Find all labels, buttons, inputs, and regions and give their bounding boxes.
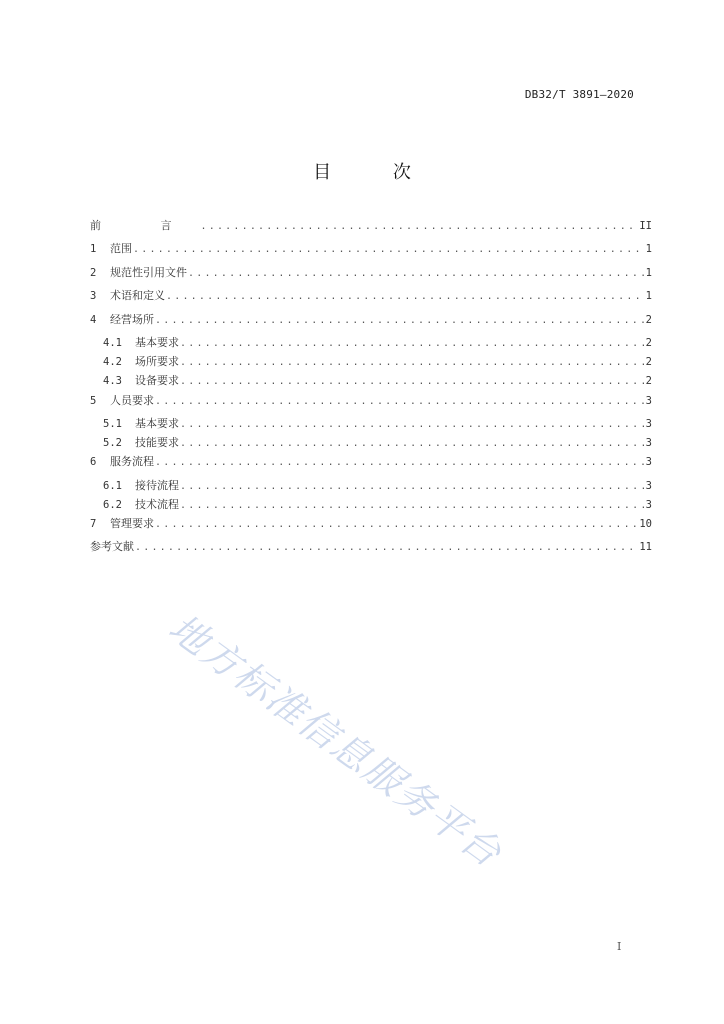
- toc-entry-number: 3: [90, 290, 97, 303]
- toc-entry-page: 3: [645, 437, 652, 450]
- toc-entry-label: 技术流程: [135, 497, 179, 511]
- toc-entry-number: 6.1: [103, 479, 122, 492]
- toc-entry-number: 5.2: [103, 437, 122, 450]
- toc-entry-number: 2: [90, 266, 97, 279]
- table-of-contents: [90, 218, 652, 563]
- toc-leader-dots: [133, 242, 645, 258]
- toc-entry-page: 2: [645, 313, 652, 326]
- toc-entry-number: 6: [90, 456, 97, 469]
- toc-leader-dots: [155, 394, 645, 410]
- watermark-text: 地方标准信息服务平台: [160, 605, 511, 877]
- toc-leader-dots: [180, 374, 645, 390]
- toc-entry-number: 1: [90, 243, 97, 256]
- toc-entry-page: 11: [639, 541, 652, 554]
- toc-entry-page: 1: [645, 243, 652, 256]
- toc-entry-page: 3: [645, 456, 652, 469]
- toc-leader-dots: [201, 219, 639, 235]
- toc-leader-dots: [166, 289, 645, 305]
- toc-entry-5[interactable]: [90, 393, 652, 416]
- toc-leader-dots: [180, 498, 645, 514]
- toc-entry-3[interactable]: [90, 288, 652, 311]
- toc-entry-label: 设备要求: [135, 374, 179, 388]
- toc-entry-1[interactable]: [90, 241, 652, 264]
- toc-entry-4-1[interactable]: [90, 335, 652, 354]
- toc-leader-dots: [135, 540, 638, 556]
- toc-entry-label: 前 言: [90, 219, 200, 232]
- toc-entry-label: 规范性引用文件: [110, 265, 187, 279]
- toc-entry-label: 接待流程: [135, 478, 179, 492]
- toc-entry-6-1[interactable]: [90, 478, 652, 497]
- toc-title: 目 次: [313, 162, 439, 183]
- toc-entry-label: 人员要求: [110, 393, 154, 407]
- toc-entry-7[interactable]: [90, 516, 652, 539]
- toc-entry-number: 4.1: [103, 336, 122, 349]
- toc-entry-references[interactable]: [90, 539, 652, 562]
- toc-entry-page: 3: [645, 479, 652, 492]
- toc-entry-page: 3: [645, 498, 652, 511]
- toc-entry-label: 技能要求: [135, 436, 179, 450]
- toc-entry-4-2[interactable]: [90, 354, 652, 373]
- toc-entry-6-2[interactable]: [90, 497, 652, 516]
- toc-entry-4-3[interactable]: [90, 373, 652, 392]
- toc-entry-page: II: [639, 220, 652, 232]
- toc-entry-number: 5.1: [103, 417, 122, 430]
- toc-entry-label: 基本要求: [135, 335, 179, 349]
- toc-entry-label: 场所要求: [135, 355, 179, 369]
- toc-entry-label: 管理要求: [110, 517, 154, 531]
- toc-entry-label: 术语和定义: [110, 289, 165, 303]
- toc-leader-dots: [180, 479, 645, 495]
- toc-entry-page: 10: [639, 518, 652, 531]
- toc-entry-page: 2: [645, 356, 652, 369]
- toc-entry-label: 经营场所: [110, 312, 154, 326]
- toc-entry-number: 4.3: [103, 375, 122, 388]
- toc-leader-dots: [180, 355, 645, 371]
- toc-entry-number: 4.2: [103, 356, 122, 369]
- toc-entry-5-1[interactable]: [90, 416, 652, 435]
- toc-leader-dots: [180, 336, 645, 352]
- toc-entry-number: 4: [90, 313, 97, 326]
- toc-entry-page: 2: [645, 375, 652, 388]
- toc-entry-page: 1: [645, 290, 652, 303]
- toc-entry-preface[interactable]: [90, 218, 652, 241]
- toc-entry-page: 1: [645, 266, 652, 279]
- toc-entry-number: 6.2: [103, 498, 122, 511]
- toc-entry-number: 7: [90, 518, 97, 531]
- toc-entry-5-2[interactable]: [90, 435, 652, 454]
- toc-entry-4[interactable]: [90, 312, 652, 335]
- toc-leader-dots: [180, 417, 645, 433]
- toc-leader-dots: [155, 517, 638, 533]
- toc-entry-page: 2: [645, 336, 652, 349]
- toc-entry-2[interactable]: [90, 265, 652, 288]
- document-code: DB32/T 3891—2020: [524, 88, 634, 101]
- toc-entry-label: 服务流程: [110, 455, 154, 469]
- toc-entry-6[interactable]: [90, 454, 652, 477]
- toc-entry-page: 3: [645, 394, 652, 407]
- toc-leader-dots: [188, 266, 645, 282]
- toc-entry-label: 基本要求: [135, 416, 179, 430]
- page-number: I: [617, 940, 622, 953]
- toc-leader-dots: [155, 313, 645, 329]
- toc-entry-page: 3: [645, 417, 652, 430]
- toc-entry-label: 范围: [110, 242, 132, 256]
- toc-entry-label: 参考文献: [90, 540, 134, 554]
- toc-leader-dots: [155, 455, 645, 471]
- toc-entry-number: 5: [90, 394, 97, 407]
- toc-leader-dots: [180, 436, 645, 452]
